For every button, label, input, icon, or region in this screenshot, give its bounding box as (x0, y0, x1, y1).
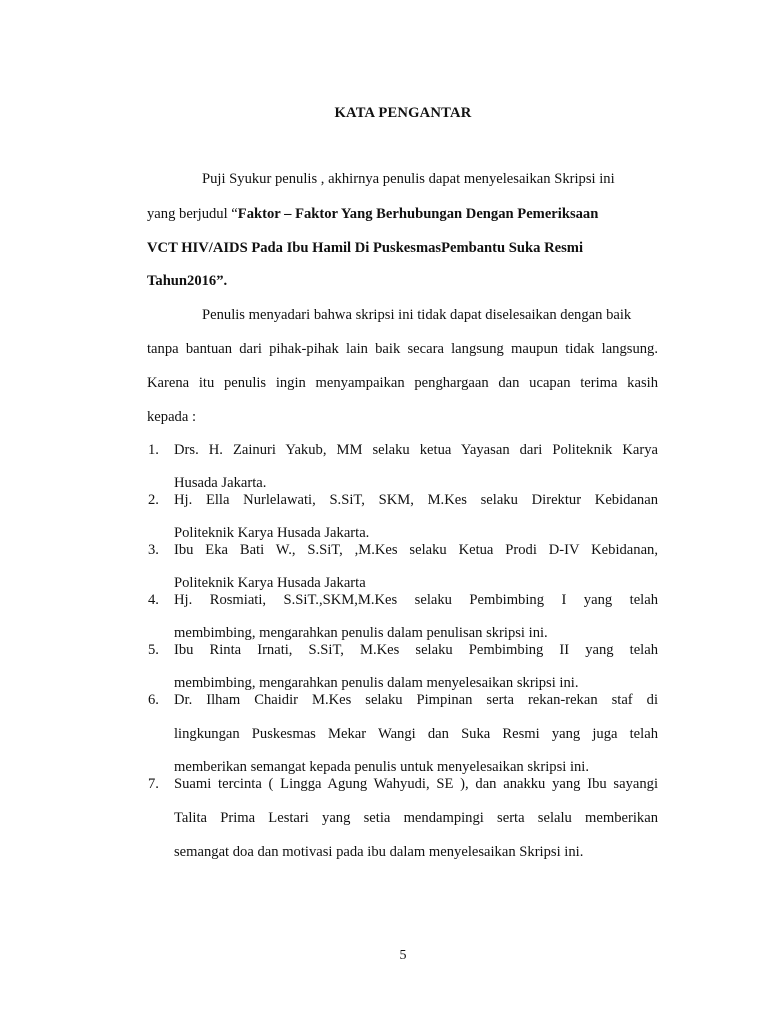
list-item-line: Hj. Rosmiati, S.SiT.,SKM,M.Kes selaku Pembimbing I yang telah (174, 592, 658, 608)
list-item-line: Hj. Ella Nurlelawati, S.SiT, SKM, M.Kes selaku Direktur Kebidanan (174, 492, 658, 508)
thesis-title-part-2: VCT HIV/AIDS Pada Ibu Hamil Di PuskesmasPembantu Suka Resmi (147, 240, 584, 256)
list-item-line: Ibu Eka Bati W., S.SiT, ,M.Kes selaku Ketua Prodi D-IV Kebidanan, (174, 542, 658, 558)
list-item-line: membimbing, mengarahkan penulis dalam menyelesaikan skripsi ini. (174, 675, 579, 691)
list-item-number: 3. (148, 542, 159, 558)
paragraph-1-line-2-prefix: yang berjudul “ (147, 206, 238, 222)
list-item-line: Dr. Ilham Chaidir M.Kes selaku Pimpinan serta rekan-rekan staf di (174, 692, 658, 708)
paragraph-2-line-2: tanpa bantuan dari pihak-pihak lain baik secara langsung maupun tidak langsung. (147, 341, 658, 357)
list-item-line: semangat doa dan motivasi pada ibu dalam menyelesaikan Skripsi ini. (174, 844, 584, 860)
list-item-number: 4. (148, 592, 159, 608)
page-number: 5 (399, 948, 407, 963)
paragraph-2-line-1: Penulis menyadari bahwa skripsi ini tidak dapat diselesaikan dengan baik (202, 307, 632, 323)
list-item-line: membimbing, mengarahkan penulis dalam penulisan skripsi ini. (174, 625, 548, 641)
paragraph-1-line-2 (147, 207, 598, 222)
thesis-title-part-3: Tahun2016”. (147, 273, 228, 289)
list-item-line: Politeknik Karya Husada Jakarta (174, 575, 366, 591)
list-item-line: Husada Jakarta. (174, 475, 267, 491)
list-item-line: Drs. H. Zainuri Yakub, MM selaku ketua Yayasan dari Politeknik Karya (174, 442, 658, 458)
list-item-line: Suami tercinta ( Lingga Agung Wahyudi, SE ), dan anakku yang Ibu sayangi (174, 776, 658, 792)
list-item-number: 2. (148, 492, 159, 508)
list-item-line: memberikan semangat kepada penulis untuk menyelesaikan skripsi ini. (174, 759, 590, 775)
list-item-line: Politeknik Karya Husada Jakarta. (174, 525, 370, 541)
list-item-line: lingkungan Puskesmas Mekar Wangi dan Suka Resmi yang juga telah (174, 726, 658, 742)
paragraph-2-line-4: kepada : (147, 409, 197, 425)
list-item-line: Ibu Rinta Irnati, S.SiT, M.Kes selaku Pembimbing II yang telah (174, 642, 658, 658)
paragraph-1-line-1: Puji Syukur penulis , akhirnya penulis dapat menyelesaikan Skripsi ini (202, 171, 615, 187)
page-title: KATA PENGANTAR (334, 105, 472, 121)
list-item-number: 6. (148, 692, 159, 708)
list-item-number: 7. (148, 776, 159, 792)
list-item-number: 5. (148, 642, 159, 658)
list-item-number: 1. (148, 442, 159, 458)
paragraph-2-line-3: Karena itu penulis ingin menyampaikan penghargaan dan ucapan terima kasih (147, 375, 658, 391)
thesis-title-part-1: Faktor – Faktor Yang Berhubungan Dengan Pemeriksaan (237, 206, 599, 222)
list-item-line: Talita Prima Lestari yang setia mendampingi serta selalu memberikan (174, 810, 658, 826)
